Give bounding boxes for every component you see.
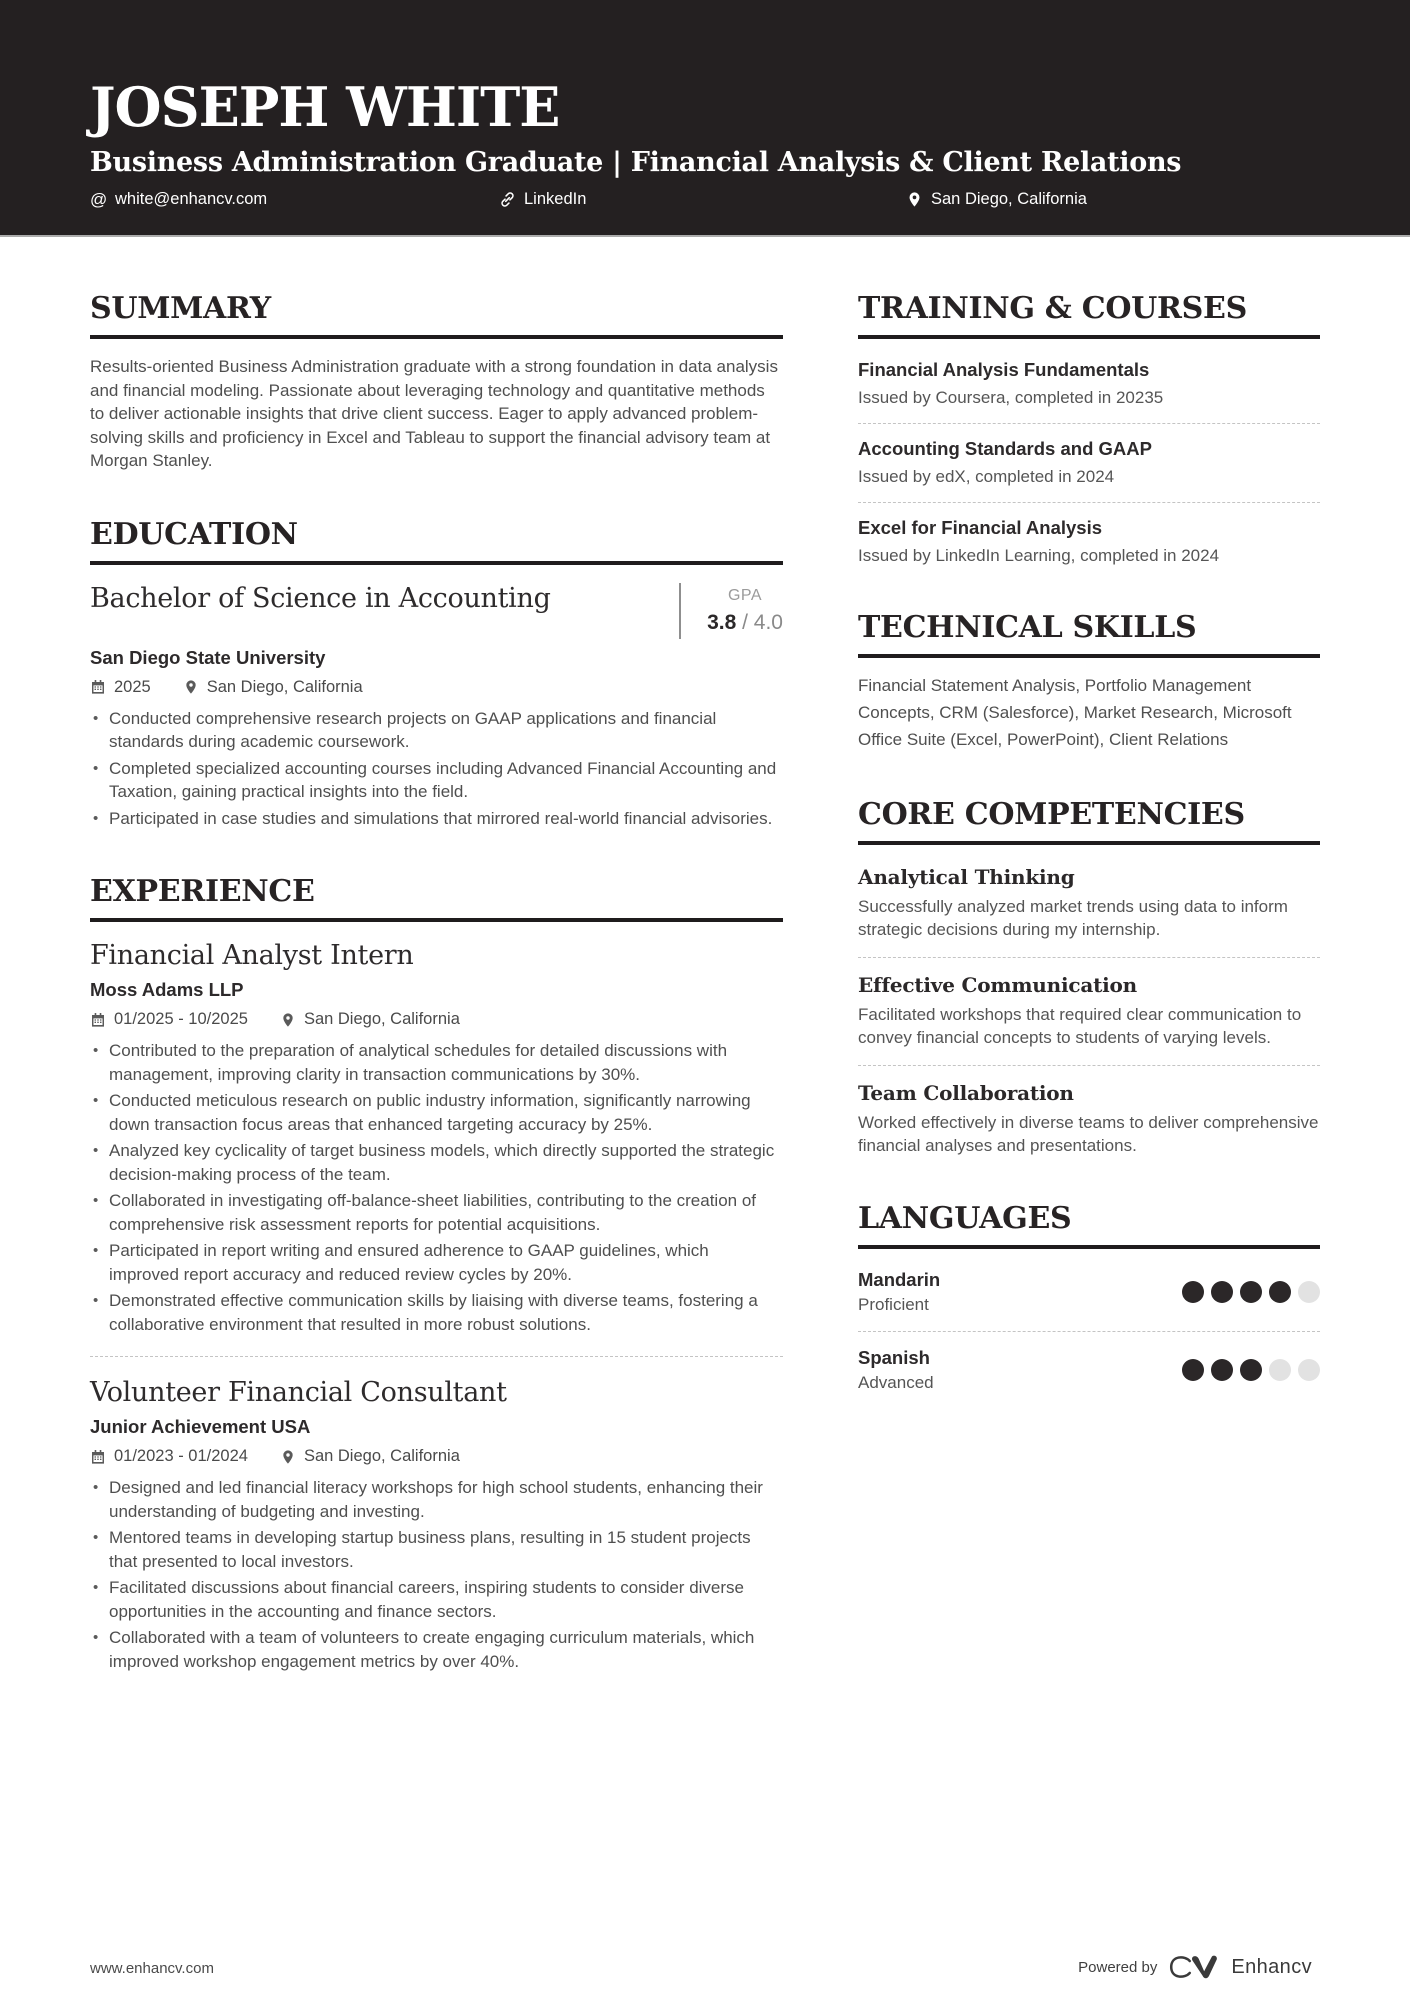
- course-item: [858, 424, 1320, 503]
- job-location-text: San Diego, California: [303, 1010, 460, 1029]
- language-name: Mandarin: [858, 1269, 941, 1290]
- level-dot: [1182, 1281, 1204, 1303]
- core-competencies-section: [858, 797, 1320, 1157]
- education-bullets: [90, 707, 783, 831]
- job-meta-row: [90, 1447, 783, 1466]
- job-dates: [90, 1447, 248, 1466]
- powered-by-text: Powered by: [1078, 1958, 1158, 1976]
- gpa-max: 4.0: [753, 610, 783, 634]
- education-heading: EDUCATION: [90, 517, 783, 565]
- competency-item: [858, 1066, 1320, 1157]
- calendar-icon: [90, 679, 106, 695]
- job-dates-text: 01/2025 - 10/2025: [114, 1010, 248, 1029]
- core-competencies-heading: CORE COMPETENCIES: [858, 797, 1320, 845]
- email-link[interactable]: [90, 190, 267, 209]
- summary-heading: SUMMARY: [90, 291, 783, 339]
- level-dot: [1211, 1281, 1233, 1303]
- location-pin-icon: [906, 191, 923, 208]
- location-pin-icon: [280, 1012, 296, 1028]
- education-date: [90, 678, 151, 697]
- summary-text: Results-oriented Business Administration graduate with a strong foundation in data analysis and financial modeling. Passionate about leveraging technology and quantitative methods to deliver actionable insights that drive client success. Eager to apply advanced problem-solving skills and proficiency in Excel and Tableau to support the financial advisory team at Morgan Stanley.: [90, 357, 778, 470]
- competency-title: Team Collaboration: [858, 1081, 1074, 1105]
- gpa-value: 3.8: [707, 610, 737, 634]
- person-name: JOSEPH WHITE: [90, 75, 560, 139]
- brand-name-text[interactable]: Enhancv: [1231, 1955, 1312, 1978]
- gpa-block: [679, 583, 783, 639]
- summary-section: [90, 291, 783, 473]
- bullet-item: • Collaborated with a team of volunteers to create engaging curriculum materials, which improved workshop engagement metrics by over 40%.: [90, 1626, 783, 1673]
- level-dot: [1269, 1359, 1291, 1381]
- language-name: Spanish: [858, 1347, 930, 1368]
- level-dot: [1240, 1281, 1262, 1303]
- course-detail: Issued by edX, completed in 2024: [858, 467, 1115, 486]
- language-item: [858, 1249, 1320, 1332]
- language-info: [858, 1269, 940, 1315]
- level-dot: [1240, 1359, 1262, 1381]
- course-detail: Issued by Coursera, completed in 20235: [858, 388, 1164, 407]
- job-entry: [90, 1377, 783, 1673]
- bullet-item: • Contributed to the preparation of analytical schedules for detailed discussions with management, improving clarity in transaction communications by 30%.: [90, 1039, 783, 1086]
- link-icon: [499, 191, 516, 208]
- location-text: San Diego, California: [931, 190, 1087, 208]
- job-bullets: [90, 1476, 783, 1673]
- contact-row: [90, 190, 1320, 214]
- job-dates-text: 01/2023 - 01/2024: [114, 1447, 248, 1466]
- bullet-item: • Facilitated discussions about financial careers, inspiring students to consider diverse opportunities in the accounting and finance sectors.: [90, 1576, 783, 1623]
- technical-skills-heading: TECHNICAL SKILLS: [858, 610, 1320, 658]
- location-item: [906, 190, 1087, 209]
- linkedin-link[interactable]: [499, 190, 586, 209]
- job-location: [280, 1447, 460, 1466]
- competency-description: Successfully analyzed market trends using data to inform strategic decisions during my internship.: [858, 897, 1288, 939]
- language-info: [858, 1347, 934, 1393]
- competency-item: [858, 958, 1320, 1066]
- education-entry-header: [90, 583, 783, 639]
- degree-title: Bachelor of Science in Accounting: [90, 582, 551, 614]
- course-item: [858, 503, 1320, 566]
- company-name: Moss Adams LLP: [90, 979, 244, 1001]
- linkedin-text: LinkedIn: [524, 190, 587, 208]
- course-title: Excel for Financial Analysis: [858, 517, 1103, 538]
- job-entry: [90, 940, 783, 1336]
- left-column: [90, 237, 783, 1676]
- course-detail: Issued by LinkedIn Learning, completed in 2024: [858, 546, 1220, 565]
- languages-section: [858, 1201, 1320, 1393]
- education-meta-row: [90, 678, 783, 697]
- job-meta-row: [90, 1010, 783, 1029]
- level-dot: [1298, 1359, 1320, 1381]
- enhancv-logo-icon: [1167, 1953, 1221, 1981]
- calendar-icon: [90, 1449, 106, 1465]
- competency-item: [858, 845, 1320, 958]
- resume-header: [0, 0, 1410, 237]
- right-column: [858, 237, 1320, 1676]
- language-level-dots: [1182, 1281, 1320, 1303]
- gpa-separator: /: [742, 610, 748, 634]
- competency-title: Effective Communication: [858, 973, 1138, 997]
- job-bullets: [90, 1039, 783, 1336]
- footer-brand: [1078, 1953, 1312, 1981]
- footer-website-link[interactable]: www.enhancv.com: [90, 1960, 214, 1977]
- bullet-item: • Conducted comprehensive research projects on GAAP applications and financial standards during academic coursework.: [90, 707, 783, 754]
- headline: Business Administration Graduate | Financial Analysis & Client Relations: [90, 147, 1182, 178]
- job-separator: [90, 1356, 783, 1357]
- bullet-item: • Completed specialized accounting courses including Advanced Financial Accounting and Taxation, gaining practical insights into the field.: [90, 757, 783, 804]
- calendar-icon: [90, 1012, 106, 1028]
- at-icon: @: [90, 190, 108, 209]
- language-level-dots: [1182, 1359, 1320, 1381]
- education-section: [90, 517, 783, 831]
- education-location-text: San Diego, California: [206, 677, 363, 696]
- languages-heading: LANGUAGES: [858, 1201, 1320, 1249]
- technical-skills-text: Financial Statement Analysis, Portfolio Management Concepts, CRM (Salesforce), Market Research, Microsoft Office Suite (Excel, PowerPoint), Client Relations: [858, 676, 1292, 749]
- school-name: San Diego State University: [90, 646, 326, 668]
- language-level: Advanced: [858, 1373, 934, 1392]
- level-dot: [1298, 1281, 1320, 1303]
- bullet-item: • Participated in case studies and simulations that mirrored real-world financial advisories.: [90, 807, 783, 831]
- location-pin-icon: [183, 679, 199, 695]
- level-dot: [1182, 1359, 1204, 1381]
- education-date-text: 2025: [114, 677, 151, 696]
- competency-description: Facilitated workshops that required clear communication to convey financial concepts to students of varying levels.: [858, 1005, 1302, 1047]
- language-item: [858, 1332, 1320, 1393]
- bullet-item: • Mentored teams in developing startup business plans, resulting in 15 student projects that presented to local investors.: [90, 1526, 783, 1573]
- bullet-item: • Conducted meticulous research on public industry information, significantly narrowing down transaction focus areas that enhanced targeting accuracy by 25%.: [90, 1089, 783, 1136]
- bullet-item: • Analyzed key cyclicality of target business models, which directly supported the strategic decision-making process of the team.: [90, 1139, 783, 1186]
- experience-heading: EXPERIENCE: [90, 874, 783, 922]
- language-level: Proficient: [858, 1295, 929, 1314]
- job-location: [280, 1010, 460, 1029]
- course-item: [858, 339, 1320, 424]
- competency-title: Analytical Thinking: [858, 865, 1075, 889]
- job-title: Volunteer Financial Consultant: [90, 1377, 507, 1409]
- training-section: [858, 291, 1320, 566]
- job-location-text: San Diego, California: [303, 1447, 460, 1466]
- competency-description: Worked effectively in diverse teams to deliver comprehensive financial analyses and presentations.: [858, 1113, 1319, 1155]
- technical-skills-section: [858, 610, 1320, 753]
- course-title: Financial Analysis Fundamentals: [858, 359, 1150, 380]
- experience-section: [90, 874, 783, 1673]
- company-name: Junior Achievement USA: [90, 1416, 311, 1438]
- gpa-value-line: [707, 611, 783, 635]
- education-location: [183, 678, 363, 697]
- email-text: white@enhancv.com: [115, 190, 268, 208]
- location-pin-icon: [280, 1449, 296, 1465]
- bullet-item: • Designed and led financial literacy workshops for high school students, enhancing their understanding of budgeting and investing.: [90, 1476, 783, 1523]
- course-title: Accounting Standards and GAAP: [858, 438, 1152, 459]
- bullet-item: • Collaborated in investigating off-balance-sheet liabilities, contributing to the creation of comprehensive risk assessment reports for potential acquisitions.: [90, 1189, 783, 1236]
- bullet-item: • Participated in report writing and ensured adherence to GAAP guidelines, which improved report accuracy and reduced review cycles by 20%.: [90, 1239, 783, 1286]
- job-dates: [90, 1010, 248, 1029]
- level-dot: [1211, 1359, 1233, 1381]
- job-title: Financial Analyst Intern: [90, 940, 414, 971]
- training-heading: TRAINING & COURSES: [858, 291, 1320, 339]
- gpa-label: GPA: [727, 586, 763, 604]
- level-dot: [1269, 1281, 1291, 1303]
- bullet-item: • Demonstrated effective communication skills by liaising with diverse teams, fostering a collaborative environment that resulted in more robust solutions.: [90, 1289, 783, 1336]
- resume-body: [0, 237, 1410, 1676]
